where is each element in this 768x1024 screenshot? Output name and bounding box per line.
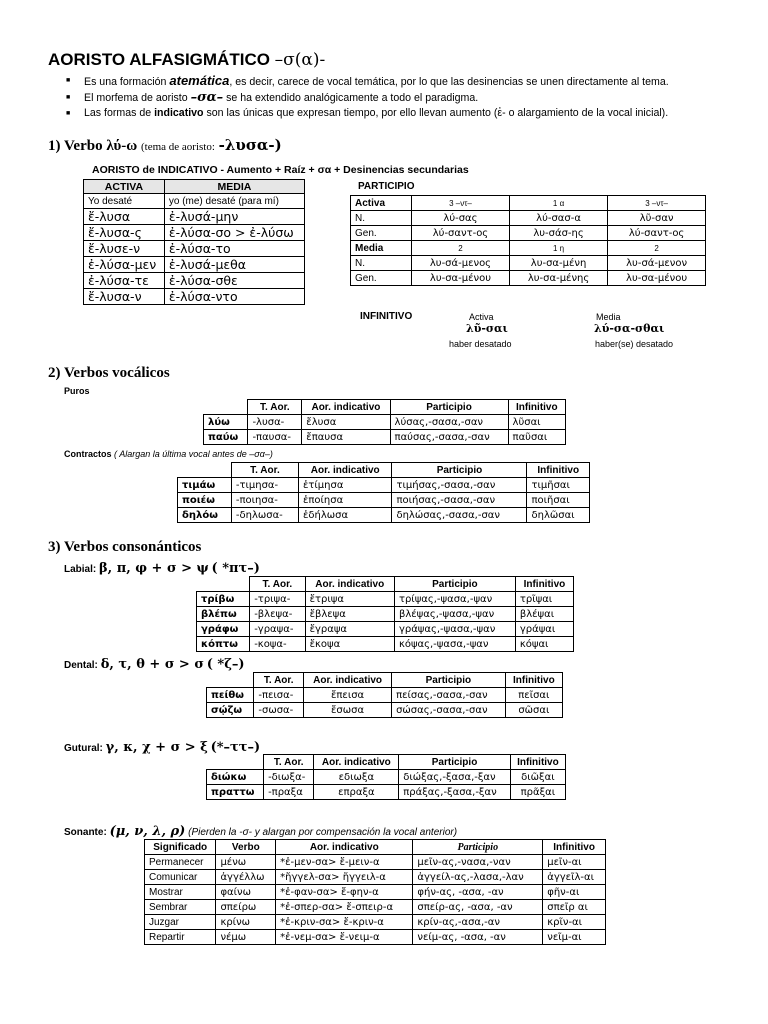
section1-stem: -λυσα-) bbox=[218, 136, 282, 154]
section2-heading: 2) Verbos vocálicos bbox=[48, 365, 170, 381]
table-cell: λυ-σα-μένη bbox=[509, 256, 607, 271]
table-row bbox=[145, 930, 606, 945]
meaning-cell: Sembrar bbox=[145, 900, 216, 915]
col-header: Participio bbox=[392, 673, 506, 688]
labial-label: Labial: bbox=[64, 564, 97, 575]
labial-rule: β, π, φ + σ > ψ bbox=[99, 561, 209, 576]
contractos-note: ( Alargan la última vocal antes de –σα–) bbox=[114, 449, 273, 459]
table-row bbox=[145, 900, 606, 915]
col-header: Verbo bbox=[216, 840, 276, 855]
table-cell: ἔ-λυσα bbox=[84, 209, 165, 225]
table-row bbox=[84, 209, 305, 225]
table-cell: τρίψας,-ψασα,-ψαν bbox=[394, 592, 515, 607]
bullet-highlight: indicativo bbox=[154, 107, 204, 119]
table-cell: τρῖψαι bbox=[515, 592, 573, 607]
infinitivo-media-form: λύ-σα-σθαι bbox=[594, 322, 665, 335]
col-header: Aor. indicativo bbox=[298, 463, 392, 478]
col-header: Infinitivo bbox=[505, 673, 562, 688]
col-header: Aor. indicativo bbox=[314, 755, 399, 770]
table-cell: τιμήσας,-σασα,-σαν bbox=[392, 478, 527, 493]
table-row bbox=[145, 915, 606, 930]
bullet-text: Es una formación bbox=[84, 76, 170, 88]
meaning-cell: Mostrar bbox=[145, 885, 216, 900]
table-cell: λυ-σα-μένου bbox=[412, 271, 510, 286]
table-cell: ἔβλεψα bbox=[305, 607, 394, 622]
table-cell: σπεῖρ αι bbox=[543, 900, 606, 915]
title-suffix: –σ(α)- bbox=[274, 50, 326, 70]
participio-table bbox=[350, 195, 706, 286]
table-cell: νεῖμ-αι bbox=[543, 930, 606, 945]
table-cell: κρίν-ας,-ασα,-αν bbox=[413, 915, 543, 930]
table-cell: επραξα bbox=[314, 785, 399, 800]
col-header: Infinitivo bbox=[527, 463, 590, 478]
meaning-cell: Juzgar bbox=[145, 915, 216, 930]
table-cell: πεῖσαι bbox=[505, 688, 562, 703]
labial-caption bbox=[64, 561, 260, 576]
table-cell: ποιῆσαι bbox=[527, 493, 590, 508]
table-cell: yo (me) desaté (para mí) bbox=[164, 194, 304, 209]
col-header: Participio bbox=[390, 400, 508, 415]
table-row bbox=[207, 703, 563, 718]
table-cell: πείσας,-σασα,-σαν bbox=[392, 688, 506, 703]
table-header-row bbox=[84, 180, 305, 194]
table-cell: ἔκοψα bbox=[305, 637, 394, 652]
gutural-extra: (*–ττ–) bbox=[210, 740, 261, 755]
declension-cell: 2 bbox=[608, 241, 706, 256]
table-cell: κόψαι bbox=[515, 637, 573, 652]
gutural-rule: γ, κ, χ + σ > ξ bbox=[105, 740, 208, 755]
section1-heading bbox=[48, 136, 282, 155]
table-cell: βλέψαι bbox=[515, 607, 573, 622]
col-header: Participio bbox=[413, 840, 543, 855]
table-header-row bbox=[204, 400, 566, 415]
bullet-item bbox=[66, 106, 756, 121]
table-cell: ἔπαυσα bbox=[302, 430, 390, 445]
col-header: T. Aor. bbox=[248, 400, 302, 415]
dental-label: Dental: bbox=[64, 660, 98, 671]
table-cell: σπείρ-ας, -ασα, -αν bbox=[413, 900, 543, 915]
table-cell: φήν-ας, -ασα, -αν bbox=[413, 885, 543, 900]
table-cell: ποιήσας,-σασα,-σαν bbox=[392, 493, 527, 508]
col-header: Aor. indicativo bbox=[305, 577, 394, 592]
table-cell: λῦσαι bbox=[508, 415, 565, 430]
table-cell: διῶξαι bbox=[510, 770, 565, 785]
table-cell: μένω bbox=[216, 855, 276, 870]
labial-table bbox=[196, 576, 574, 652]
participio-label: PARTICIPIO bbox=[358, 181, 415, 192]
table-cell: *ἐ-μεν-σα> ἔ-μειν-α bbox=[276, 855, 413, 870]
table-cell: ἀγγείλ-ας,-λασα,-λαν bbox=[413, 870, 543, 885]
table-row bbox=[207, 770, 566, 785]
table-cell: λύ-σαντ-ος bbox=[412, 226, 510, 241]
table-cell: σῶσαι bbox=[505, 703, 562, 718]
table-row bbox=[84, 225, 305, 241]
table-row bbox=[178, 478, 590, 493]
gutural-table bbox=[206, 754, 566, 800]
col-header: T. Aor. bbox=[264, 755, 314, 770]
table-cell: παύσας,-σασα,-σαν bbox=[390, 430, 508, 445]
verb-cell: τρίβω bbox=[197, 592, 250, 607]
table-cell: ἐ-λύσα-τε bbox=[84, 273, 165, 289]
table-cell: -παυσα- bbox=[248, 430, 302, 445]
table-row bbox=[351, 256, 706, 271]
bullet-text: Las formas de bbox=[84, 107, 155, 119]
table-cell: -γραψα- bbox=[250, 622, 305, 637]
title-main: AORISTO ALFASIGMÁTICO bbox=[48, 50, 275, 69]
table-row bbox=[351, 226, 706, 241]
table-cell: κόψας,-ψασα,-ψαν bbox=[394, 637, 515, 652]
bullet-item bbox=[66, 73, 756, 90]
table-cell: σώσας,-σασα,-σαν bbox=[392, 703, 506, 718]
table-cell: -βλεψα- bbox=[250, 607, 305, 622]
table-cell: λύ-σασ-α bbox=[509, 211, 607, 226]
voice-label: Media bbox=[351, 241, 412, 256]
col-header: Aor. indicativo bbox=[302, 400, 390, 415]
table-cell: ἔλυσα bbox=[302, 415, 390, 430]
col-header: ACTIVA bbox=[84, 180, 165, 194]
col-header: T. Aor. bbox=[250, 577, 305, 592]
col-header: Participio bbox=[399, 755, 511, 770]
table-cell: ἔπεισα bbox=[304, 688, 392, 703]
infinitivo-activa-translation: haber desatado bbox=[449, 339, 512, 349]
table-cell: -ποιησα- bbox=[231, 493, 298, 508]
verb-cell: πείθω bbox=[207, 688, 254, 703]
verb-cell: λύω bbox=[204, 415, 248, 430]
table-row bbox=[145, 855, 606, 870]
contractos-label: Contractos bbox=[64, 449, 112, 459]
table-cell: *ἐ-σπερ-σα> ἔ-σπειρ-α bbox=[276, 900, 413, 915]
table-cell: λυ-σά-μενον bbox=[608, 256, 706, 271]
infinitivo-label: INFINITIVO bbox=[360, 311, 413, 322]
table-cell: -κοψα- bbox=[250, 637, 305, 652]
table-cell: δηλώσας,-σασα,-σαν bbox=[392, 508, 527, 523]
table-cell: ἐ-λύσα-ντο bbox=[164, 289, 304, 305]
col-header: Participio bbox=[394, 577, 515, 592]
table-row bbox=[197, 607, 574, 622]
col-header bbox=[204, 400, 248, 415]
table-row bbox=[145, 885, 606, 900]
table-cell: λυ-σά-μενος bbox=[412, 256, 510, 271]
section1-title: 1) Verbo λύ-ω bbox=[48, 138, 138, 154]
col-header: MEDIA bbox=[164, 180, 304, 194]
puros-table bbox=[203, 399, 566, 445]
col-header: Aor. indicativo bbox=[276, 840, 413, 855]
verb-cell: δηλόω bbox=[178, 508, 232, 523]
indicativo-table bbox=[83, 179, 305, 305]
indicativo-caption: AORISTO de INDICATIVO - Aumento + Raíz + σα + Desinencias secundarias bbox=[92, 164, 469, 176]
table-cell: γράψας,-ψασα,-ψαν bbox=[394, 622, 515, 637]
table-row bbox=[178, 508, 590, 523]
sonante-label: Sonante: bbox=[64, 827, 107, 838]
table-cell: -τιμησα- bbox=[231, 478, 298, 493]
table-cell: ἐτίμησα bbox=[298, 478, 392, 493]
bullet-highlight: atemática bbox=[169, 73, 230, 88]
col-header: T. Aor. bbox=[231, 463, 298, 478]
table-row bbox=[197, 622, 574, 637]
table-cell: λυ-σα-μένης bbox=[509, 271, 607, 286]
table-cell: λύ-σαντ-ος bbox=[608, 226, 706, 241]
voice-label: Activa bbox=[351, 196, 412, 211]
table-cell: *ἐ-φαν-σα> ἔ-φην-α bbox=[276, 885, 413, 900]
declension-cell: 3 –ντ– bbox=[412, 196, 510, 211]
table-row bbox=[197, 592, 574, 607]
table-cell: φαίνω bbox=[216, 885, 276, 900]
page-title bbox=[48, 50, 325, 70]
table-cell: δηλῶσαι bbox=[527, 508, 590, 523]
meaning-cell: Repartir bbox=[145, 930, 216, 945]
table-row bbox=[84, 241, 305, 257]
col-header: Participio bbox=[392, 463, 527, 478]
table-cell: λῦ-σαν bbox=[608, 211, 706, 226]
table-cell: πρᾶξαι bbox=[510, 785, 565, 800]
table-header-row bbox=[145, 840, 606, 855]
table-cell: ἔγραψα bbox=[305, 622, 394, 637]
col-header: Infinitivo bbox=[508, 400, 565, 415]
intro-bullets bbox=[66, 73, 756, 121]
table-cell: ἐποίησα bbox=[298, 493, 392, 508]
col-header: Infinitivo bbox=[515, 577, 573, 592]
dental-extra: ( *ζ–) bbox=[206, 657, 245, 672]
table-row bbox=[84, 289, 305, 305]
sonante-caption bbox=[64, 824, 457, 839]
table-cell: Yo desaté bbox=[84, 194, 165, 209]
col-header bbox=[207, 755, 264, 770]
table-cell: ἐδήλωσα bbox=[298, 508, 392, 523]
verb-cell: γράφω bbox=[197, 622, 250, 637]
table-row bbox=[197, 637, 574, 652]
table-row bbox=[204, 415, 566, 430]
case-label: N. bbox=[351, 256, 412, 271]
table-row bbox=[84, 257, 305, 273]
bullet-text: , es decir, carece de vocal temática, por lo que las desinencias se unen directamente al tema. bbox=[229, 76, 669, 88]
bullet-text: El morfema de aoristo bbox=[84, 92, 191, 104]
table-row bbox=[207, 785, 566, 800]
col-header: T. Aor. bbox=[254, 673, 304, 688]
puros-label: Puros bbox=[64, 386, 90, 396]
verb-cell: διώκω bbox=[207, 770, 264, 785]
table-cell: *ἤγγελ-σα> ἤγγειλ-α bbox=[276, 870, 413, 885]
table-cell: ἐ-λύσα-σθε bbox=[164, 273, 304, 289]
dental-caption bbox=[64, 657, 245, 672]
table-cell: ἐ-λύσα-μεν bbox=[84, 257, 165, 273]
bullet-item bbox=[66, 90, 756, 106]
table-cell: μεῖν-ας,-νασα,-ναν bbox=[413, 855, 543, 870]
table-cell: -πραξα bbox=[264, 785, 314, 800]
table-cell: -τριψα- bbox=[250, 592, 305, 607]
declension-cell: 2 bbox=[412, 241, 510, 256]
table-cell: ἐ-λύσα-σο > ἐ-λύσω bbox=[164, 225, 304, 241]
table-header-row bbox=[207, 673, 563, 688]
table-cell: τιμῆσαι bbox=[527, 478, 590, 493]
table-header-row bbox=[207, 755, 566, 770]
sonante-rule: (μ, ν, λ, ρ) bbox=[109, 824, 186, 839]
infinitivo-activa-label: Activa bbox=[469, 312, 494, 322]
infinitivo-media-label: Media bbox=[596, 312, 621, 322]
col-header bbox=[197, 577, 250, 592]
table-cell: ἔσωσα bbox=[304, 703, 392, 718]
table-cell: *ἐ-κριν-σα> ἔ-κριν-α bbox=[276, 915, 413, 930]
labial-extra: ( *πτ–) bbox=[211, 561, 260, 576]
table-cell: -δηλωσα- bbox=[231, 508, 298, 523]
sonante-table bbox=[144, 839, 606, 945]
table-cell: κρίνω bbox=[216, 915, 276, 930]
contractos-table bbox=[177, 462, 590, 523]
verb-cell: παύω bbox=[204, 430, 248, 445]
declension-cell: 3 –ντ– bbox=[608, 196, 706, 211]
table-row bbox=[351, 271, 706, 286]
table-cell: παῦσαι bbox=[508, 430, 565, 445]
table-cell: βλέψας,-ψασα,-ψαν bbox=[394, 607, 515, 622]
table-row bbox=[207, 688, 563, 703]
table-cell: φῆν-αι bbox=[543, 885, 606, 900]
table-cell: λυ-σάσ-ης bbox=[509, 226, 607, 241]
table-row bbox=[351, 196, 706, 211]
bullet-text: son las únicas que expresan tiempo, por ello llevan aumento (ἐ- o alargamiento de la vocal inicial). bbox=[203, 107, 669, 119]
table-row bbox=[178, 493, 590, 508]
table-cell: εδιωξα bbox=[314, 770, 399, 785]
gutural-label: Gutural: bbox=[64, 743, 103, 754]
verb-cell: πραττω bbox=[207, 785, 264, 800]
table-cell: μεῖν-αι bbox=[543, 855, 606, 870]
verb-cell: ποιέω bbox=[178, 493, 232, 508]
sonante-note: (Pierden la -σ- y alargan por compensación la vocal anterior) bbox=[188, 827, 458, 838]
verb-cell: τιμάω bbox=[178, 478, 232, 493]
table-cell: ἐ-λύσα-το bbox=[164, 241, 304, 257]
col-header: Infinitivo bbox=[510, 755, 565, 770]
table-cell: πράξας,-ξασα,-ξαν bbox=[399, 785, 511, 800]
col-header: Infinitivo bbox=[543, 840, 606, 855]
gutural-caption bbox=[64, 740, 260, 755]
meaning-cell: Permanecer bbox=[145, 855, 216, 870]
section1-stem-label: (tema de aoristo: bbox=[141, 141, 215, 153]
case-label: Gen. bbox=[351, 226, 412, 241]
case-label: N. bbox=[351, 211, 412, 226]
table-cell: ἔ-λυσα-ν bbox=[84, 289, 165, 305]
dental-table bbox=[206, 672, 563, 718]
table-row bbox=[351, 241, 706, 256]
infinitivo-media-translation: haber(se) desatado bbox=[595, 339, 674, 349]
verb-cell: βλέπω bbox=[197, 607, 250, 622]
table-cell: κρῖν-αι bbox=[543, 915, 606, 930]
col-header: Significado bbox=[145, 840, 216, 855]
table-cell: -λυσα- bbox=[248, 415, 302, 430]
verb-cell: σῴζω bbox=[207, 703, 254, 718]
table-cell: σπείρω bbox=[216, 900, 276, 915]
table-header-row bbox=[197, 577, 574, 592]
table-cell: λύ-σας bbox=[412, 211, 510, 226]
col-header bbox=[178, 463, 232, 478]
section3-heading: 3) Verbos consonánticos bbox=[48, 539, 202, 555]
bullet-text: se ha extendido analógicamente a todo el paradigma. bbox=[223, 92, 479, 104]
table-cell: νέμω bbox=[216, 930, 276, 945]
table-cell: -σωσα- bbox=[254, 703, 304, 718]
table-cell: ἀγγεῖλ-αι bbox=[543, 870, 606, 885]
declension-cell: 1 α bbox=[509, 196, 607, 211]
table-cell: ἔτριψα bbox=[305, 592, 394, 607]
bullet-highlight: –σα– bbox=[190, 90, 224, 105]
table-cell: -πεισα- bbox=[254, 688, 304, 703]
table-row bbox=[204, 430, 566, 445]
col-header: Aor. indicativo bbox=[304, 673, 392, 688]
table-cell: -διωξα- bbox=[264, 770, 314, 785]
table-cell: *ἐ-νεμ-σα> ἔ-νειμ-α bbox=[276, 930, 413, 945]
table-cell: ἐ-λυσά-μην bbox=[164, 209, 304, 225]
dental-rule: δ, τ, θ + σ > σ bbox=[100, 657, 204, 672]
table-header-row bbox=[178, 463, 590, 478]
table-cell: διώξας,-ξασα,-ξαν bbox=[399, 770, 511, 785]
col-header bbox=[207, 673, 254, 688]
infinitivo-activa-form: λῦ-σαι bbox=[466, 322, 508, 335]
table-row bbox=[84, 194, 305, 209]
table-cell: ἐ-λυσά-μεθα bbox=[164, 257, 304, 273]
case-label: Gen. bbox=[351, 271, 412, 286]
contractos-caption bbox=[64, 449, 273, 459]
table-row bbox=[145, 870, 606, 885]
declension-cell: 1 η bbox=[509, 241, 607, 256]
meaning-cell: Comunicar bbox=[145, 870, 216, 885]
table-cell: ἀγγέλλω bbox=[216, 870, 276, 885]
table-cell: νείμ-ας, -ασα, -αν bbox=[413, 930, 543, 945]
verb-cell: κόπτω bbox=[197, 637, 250, 652]
table-cell: λύσας,-σασα,-σαν bbox=[390, 415, 508, 430]
table-cell: ἔ-λυσα-ς bbox=[84, 225, 165, 241]
table-cell: γράψαι bbox=[515, 622, 573, 637]
table-row bbox=[351, 211, 706, 226]
table-cell: ἔ-λυσε-ν bbox=[84, 241, 165, 257]
table-row bbox=[84, 273, 305, 289]
table-cell: λυ-σα-μένου bbox=[608, 271, 706, 286]
